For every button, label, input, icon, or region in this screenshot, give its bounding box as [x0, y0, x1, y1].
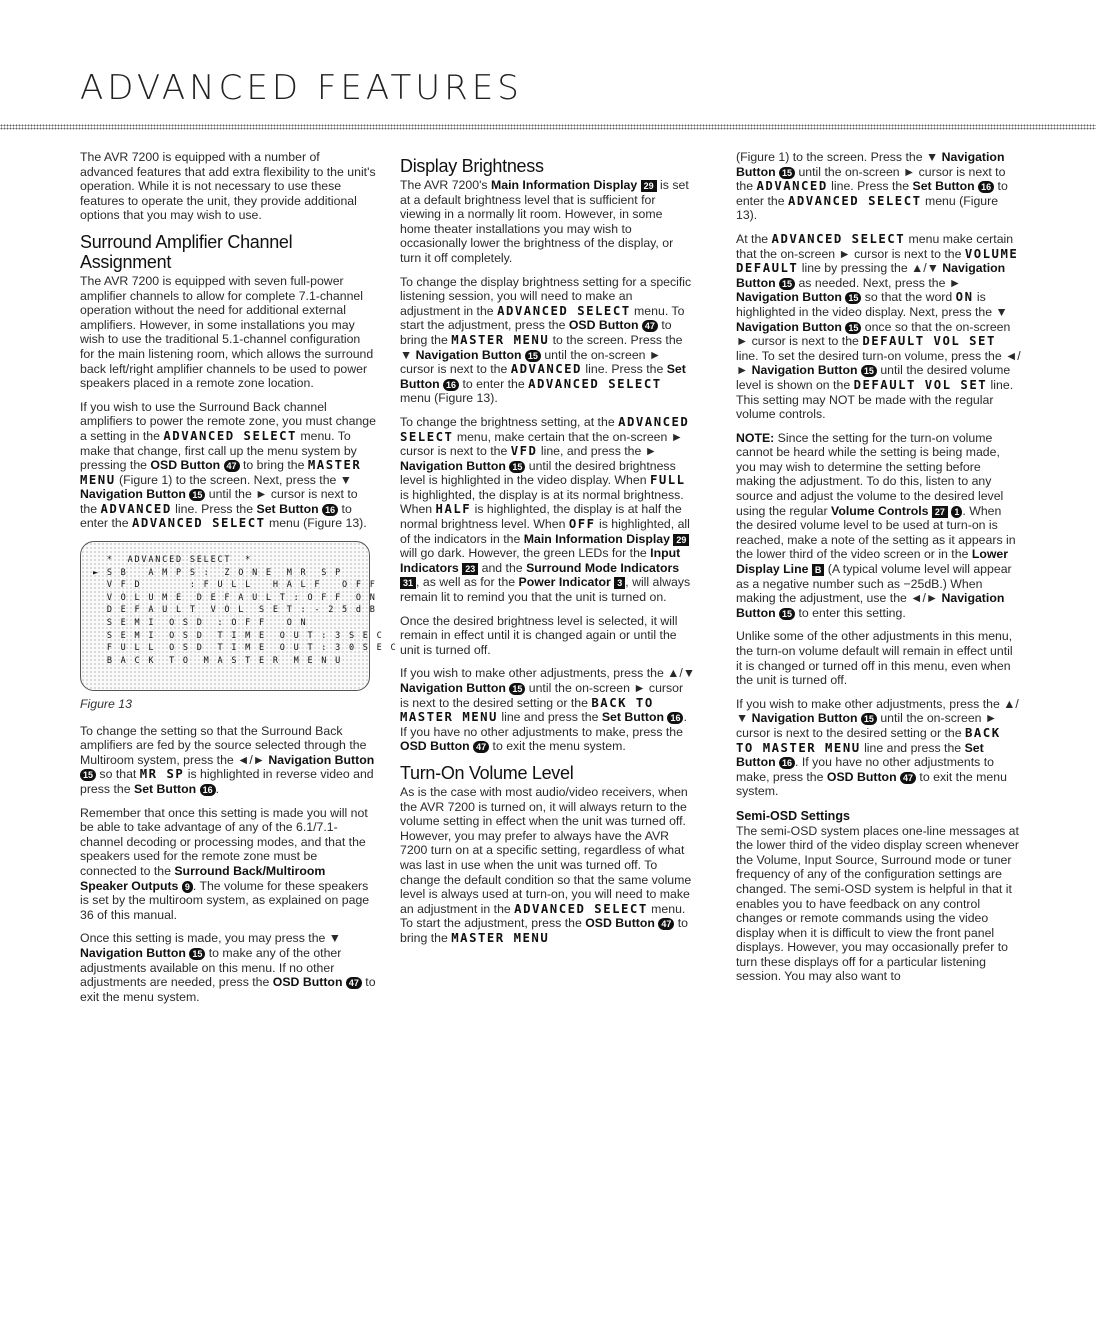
callout-number: 15 [779, 278, 795, 290]
callout-number: 47 [473, 741, 489, 753]
callout-number: 27 [932, 506, 948, 518]
callout-number: 47 [224, 460, 240, 472]
callout-number: 16 [667, 712, 683, 724]
callout-number: 31 [400, 577, 416, 589]
callout-number: 15 [845, 292, 861, 304]
callout-number: 9 [182, 881, 193, 893]
paragraph: (Figure 1) to the screen. Press the ▼ Navigation Button 15 until the on-screen ► cursor is next to the ADVANCED line. Press the Set Button 16 to enter the ADVANCED SELECT menu (Figure 13). [736, 150, 1008, 223]
osd-menu-figure [80, 541, 398, 691]
callout-number: 15 [509, 683, 525, 695]
column-3 [736, 150, 1021, 993]
callout-number: 47 [900, 772, 916, 784]
figure-caption: Figure 13 [80, 697, 132, 712]
figure-line: S E M I O S D T I M E O U T : 3 S E C [93, 630, 384, 641]
callout-number: 15 [845, 322, 861, 334]
paragraph: To change the brightness setting, at the ADVANCED SELECT menu, make certain that the on-screen ► cursor is next to the VFD line, and press the ► Navigation Button 15 until the desired brightness level is highlighted in the video display. When FULL is highlighted, the display is at its normal brightness. When HALF is highlighted, the display is at half the normal brightness level. When OFF is highlighted, all of the indicators in the Main Information Display 29 will go dark. However, the green LEDs for the Input Indicators 23 and the Surround Mode Indicators 31 , as well as for the Power Indicator 3 , will always remain lit to remind you that the unit is turned on. [400, 414, 691, 605]
paragraph: The semi-OSD system places one-line messages at the lower third of the video display screen whenever the Volume, Input Source, Surround mode or tuner frequency of any of the configuration settings are changed. The semi-OSD system is helpful in that it enables you to have feedback on any control changes or remote commands using the video display when it is difficult to view the front panel displays. However, you may occasionally prefer to turn these displays off for a particular listening session. You may also want to [736, 823, 1019, 984]
paragraph: At the ADVANCED SELECT menu make certain that the on-screen ► cursor is next to the VOLUME DEFAULT line by pressing the ▲/▼ Navigation Button 15 as needed. Next, press the ► Navigation Button 15 so that the word ON is highlighted in the video display. Next, press the ▼ Navigation Button 15 once so that the on-screen ► cursor is next to the DEFAULT VOL SET line. To set the desired turn-on volume, press the ◄/► Navigation Button 15 until the desired volume level is shown on the DEFAULT VOL SET line. This setting may NOT be made with the regular volume controls. [736, 231, 1021, 422]
figure-line: D E F A U L T V O L S E T : - 2 5 d B [93, 605, 377, 616]
callout-number: 16 [978, 181, 994, 193]
figure-line: * ADVANCED SELECT * [93, 555, 253, 566]
paragraph: The AVR 7200 is equipped with seven full-power amplifier channels to allow for complete 7.1-channel operation without the need for additional external amplifiers. However, in some installations you may wish to use the traditional 5.1-channel configuration for the main listening room, which allows the surround back left/right amplifier channels to be used to power speakers placed in a remote zone location. [80, 273, 374, 391]
callout-number: 47 [642, 320, 658, 332]
figure-line: B A C K T O M A S T E R M E N U [93, 655, 343, 666]
callout-number: 15 [779, 608, 795, 620]
note-paragraph: NOTE: Since the setting for the turn-on volume cannot be heard while the setting is being made, you may wish to determine the setting before making the adjustment. To do this, listen to any source and adjust the volume to the desired level using the regular Volume Controls 27 1 . When the desired volume level to be used at turn-on is reached, make a note of the setting as it appears in the lower third of the video screen or in the Lower Display Line B (A typical volume level will appear as a negative number such as −25dB.) When making the adjustment, use the ◄/► Navigation Button 15 to enter this setting. [736, 430, 1016, 620]
header-rule [0, 124, 1096, 130]
paragraph: Unlike some of the other adjustments in this menu, the turn-on volume default will remain in effect until it is changed or turned off in this menu, even when the unit is turned off. [736, 629, 1013, 688]
callout-number: 16 [200, 784, 216, 796]
intro-paragraph: The AVR 7200 is equipped with a number of advanced features that add extra flexibility to the unit's operation. While it is not necessary to use these features to operate the unit, they provide additional options that you may wish to use. [80, 150, 376, 223]
callout-number: 16 [443, 379, 459, 391]
callout-number: 15 [189, 948, 205, 960]
paragraph: To change the setting so that the Surround Back amplifiers are fed by the source selected through the Multiroom system, press the ◄/► Navigation Button 15 so that MR SP is highlighted in reverse video and press the Set Button 16 . [80, 723, 375, 797]
callout-number: 15 [861, 713, 877, 725]
paragraph: As is the case with most audio/video receivers, when the AVR 7200 is turned on, it will always return to the volume setting in effect when the unit was turned off. However, you may prefer to always have the AVR 7200 turn on at a specific setting, regardless of what was last in use when the unit was turned off. To change the default condition so that the same volume level is always used at turn-on, you will need to make an adjustment in the ADVANCED SELECT menu. To start the adjustment, press the OSD Button 47 to bring the MASTER MENU [400, 784, 692, 945]
section-heading-turn-on-volume: Turn-On Volume Level [400, 762, 574, 783]
callout-number: 15 [509, 461, 525, 473]
paragraph: To change the display brightness setting for a specific listening session, you will need to make an adjustment in the ADVANCED SELECT menu. To start the adjustment, press the OSD Button 47 to bring the MASTER MENU to the screen. Press the ▼ Navigation Button 15 until the on-screen ► cursor is next to the ADVANCED line. Press the Set Button 16 to enter the ADVANCED SELECT menu (Figure 13). [400, 274, 692, 406]
callout-number: 1 [951, 506, 962, 518]
figure-line: S E M I O S D : O F F O N [93, 618, 308, 629]
paragraph: Once this setting is made, you may press the ▼ Navigation Button 15 to make any of the other adjustments available on this menu. If no other adjustments are needed, press the OSD Button 47 to exit the menu system. [80, 931, 376, 1004]
figure-line: V O L U M E D E F A U L T : O F F O N [93, 592, 377, 603]
figure-line: V F D : F U L L H A L F O F F [93, 580, 377, 591]
paragraph: If you wish to make other adjustments, press the ▲/▼ Navigation Button 15 until the on-screen ► cursor is next to the desired setting or the BACK TO MASTER MENU line and press the Set Button 16 . If you have no other adjustments to make, press the OSD Button 47 to exit the menu system. [736, 696, 1019, 799]
callout-number: 15 [779, 167, 795, 179]
callout-number: 29 [641, 180, 657, 192]
page-title: ADVANCED FEATURES [80, 68, 523, 108]
paragraph: If you wish to make other adjustments, press the ▲/▼ Navigation Button 15 until the on-screen ► cursor is next to the desired setting or the BACK TO MASTER MENU line and press the Set Button 16 . If you have no other adjustments to make, press the OSD Button 47 to exit the menu system. [400, 666, 695, 754]
callout-number: 47 [658, 918, 674, 930]
paragraph: Once the desired brightness level is selected, it will remain in effect until it is changed again or until the unit is turned off. [400, 613, 678, 657]
callout-number: 16 [779, 757, 795, 769]
figure-line: F U L L O S D T I M E O U T : 3 0 S E C [93, 643, 398, 654]
paragraph: Remember that once this setting is made you will not be able to take advantage of any of the 6.1/7.1-channel decoding or processing modes, and that the speakers used for the remote zone must be connected to the Surround Back/Multiroom Speaker Outputs 9 . The volume for these speakers is set by the multiroom system, as explained on page 36 of this manual. [80, 805, 370, 922]
column-1 [80, 150, 398, 1013]
callout-number: 15 [80, 769, 96, 781]
callout-number: 47 [346, 977, 362, 989]
paragraph: The AVR 7200's Main Information Display 29 is set at a default brightness level that is sufficient for viewing in a normally lit room. However, in some home theater installations you may wish to occasionally lower the brightness of the display, or turn it off completely. [400, 178, 689, 265]
section-heading-semi-osd: Semi-OSD Settings [736, 808, 850, 823]
section-heading-surround-amp: Surround Amplifier Channel Assignment [80, 231, 293, 272]
column-2 [400, 150, 695, 955]
callout-number: B [812, 564, 825, 576]
callout-number: 3 [614, 577, 625, 589]
callout-number: 15 [189, 489, 205, 501]
callout-number: 15 [525, 350, 541, 362]
section-heading-display-brightness: Display Brightness [400, 156, 544, 176]
paragraph: If you wish to use the Surround Back channel amplifiers to power the remote zone, you must change a setting in the ADVANCED SELECT menu. To make that change, first call up the menu system by pressing the OSD Button 47 to bring the MASTER MENU (Figure 1) to the screen. Next, press the ▼ Navigation Button 15 until the ► cursor is next to the ADVANCED line. Press the Set Button 16 to enter the ADVANCED SELECT menu (Figure 13). [80, 399, 376, 531]
figure-line: ► S B A M P S : Z O N E M R S P [93, 567, 343, 578]
callout-number: 16 [322, 504, 338, 516]
callout-number: 15 [861, 365, 877, 377]
callout-number: 29 [673, 534, 689, 546]
callout-number: 23 [462, 563, 478, 575]
